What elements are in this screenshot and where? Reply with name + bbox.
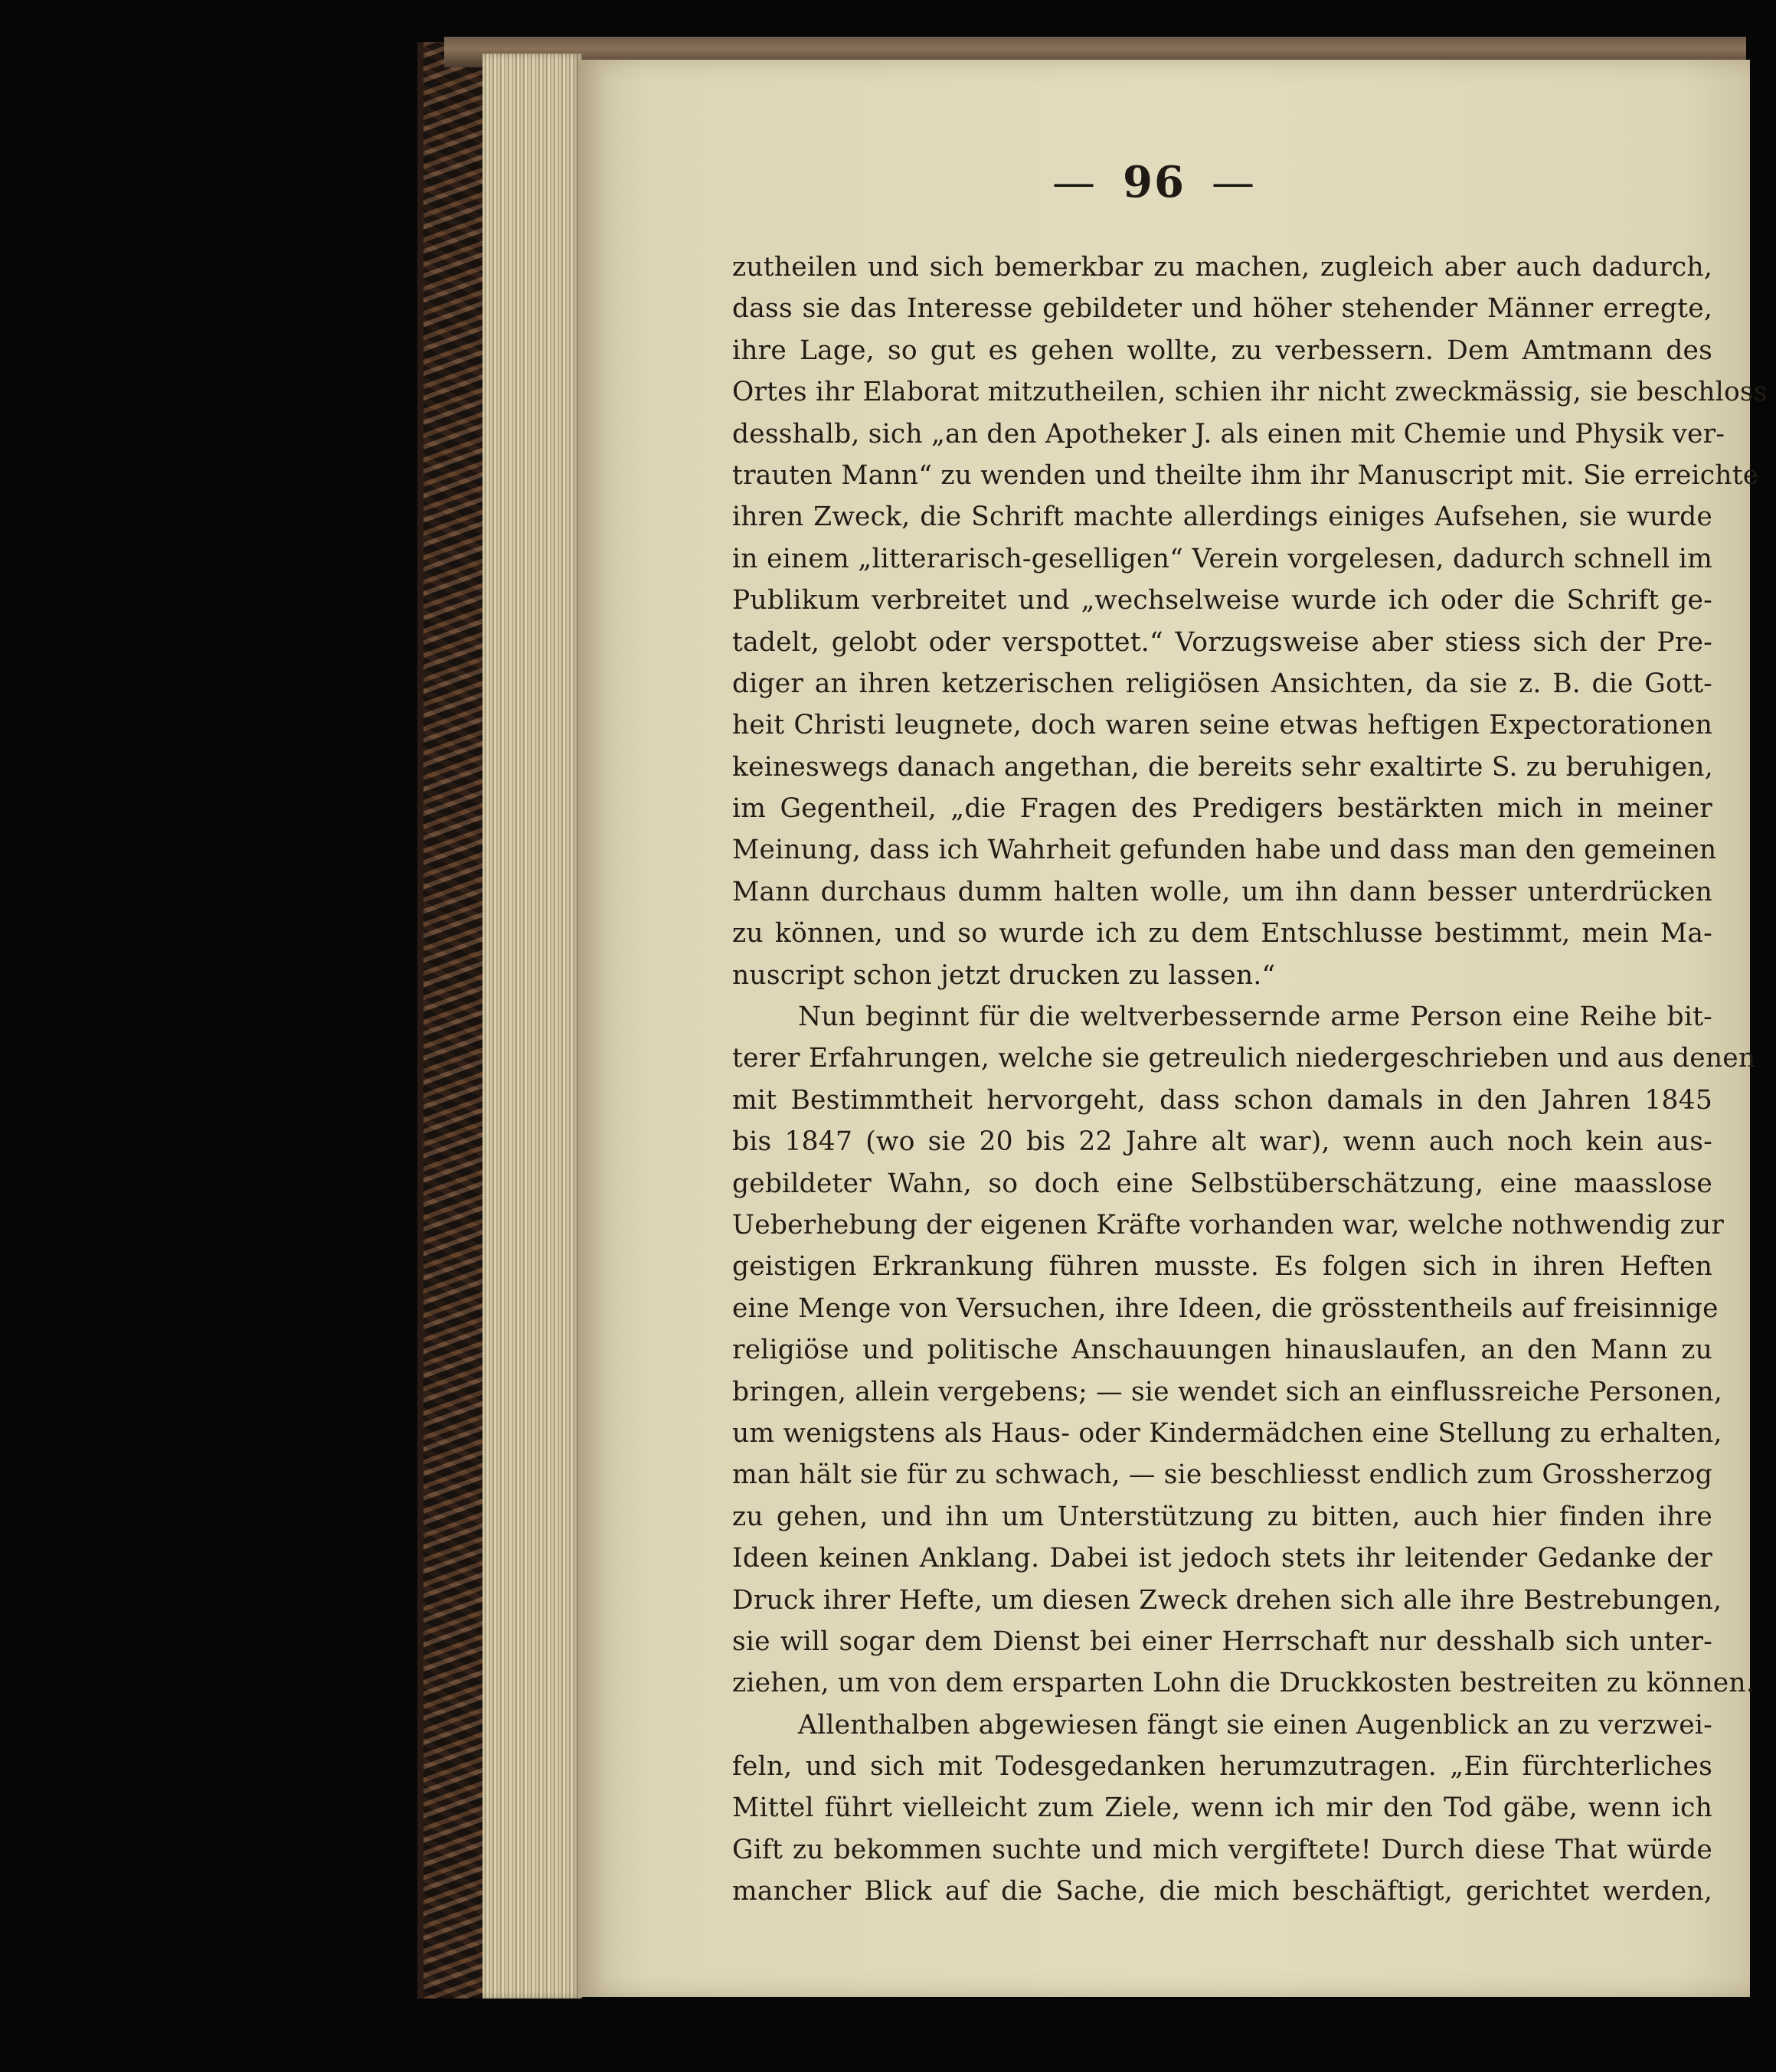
text-line: desshalb, sich „an den Apotheker J. als einen mit Chemie und Physik ver- (732, 418, 1725, 449)
text-line: man hält sie für zu schwach, — sie beschliesst endlich zum Grossherzog (732, 1459, 1712, 1491)
text-line: dass sie das Interesse gebildeter und höher stehender Männer erregte, (732, 293, 1712, 325)
text-line: nuscript schon jetzt drucken zu lassen.“ (732, 959, 1276, 991)
page-number-dash-right: — (1211, 158, 1256, 208)
text-line: keineswegs danach angethan, die bereits sehr exaltirte S. zu beruhigen, (732, 751, 1713, 783)
page-number-header (1026, 157, 1547, 208)
text-line: Ortes ihr Elaborat mitzutheilen, schien ihr nicht zweckmässig, sie beschloss (732, 377, 1768, 408)
text-line: heit Christi leugnete, doch waren seine etwas heftigen Expectorationen (732, 710, 1712, 741)
page-edges (482, 54, 582, 1998)
text-line: Publikum verbreitet und „wechselweise wurde ich oder die Schrift ge- (732, 585, 1712, 616)
text-line: geistigen Erkrankung führen musste. Es folgen sich in ihren Heften (732, 1251, 1712, 1283)
text-line: Allenthalben abgewiesen fängt sie einen Augenblick an zu verzwei- (798, 1709, 1712, 1740)
text-line: ihren Zweck, die Schrift machte allerdings einiges Aufsehen, sie wurde (732, 502, 1712, 533)
text-line: zu gehen, und ihn um Unterstützung zu bitten, auch hier finden ihre (732, 1501, 1712, 1532)
text-line: Mann durchaus dumm halten wolle, um ihn dann besser unterdrücken (732, 876, 1712, 907)
text-line: in einem „litterarisch-geselligen“ Verein vorgelesen, dadurch schnell im (732, 543, 1712, 574)
text-line: terer Erfahrungen, welche sie getreulich niedergeschrieben und aus denen (732, 1043, 1756, 1074)
text-line: ziehen, um von dem ersparten Lohn die Druckkosten bestreiten zu können. (732, 1668, 1755, 1699)
text-line: bringen, allein vergebens; — sie wendet sich an einflussreiche Personen, (732, 1376, 1723, 1407)
text-line: um wenigstens als Haus- oder Kindermädchen eine Stellung zu erhalten, (732, 1417, 1722, 1449)
text-line: mit Bestimmtheit hervorgeht, dass schon damals in den Jahren 1845 (732, 1084, 1712, 1116)
text-line: zutheilen und sich bemerkbar zu machen, zugleich aber auch dadurch, (732, 252, 1712, 283)
text-line: Druck ihrer Hefte, um diesen Zweck drehen sich alle ihre Bestrebungen, (732, 1584, 1722, 1616)
text-line: Ideen keinen Anklang. Dabei ist jedoch stets ihr leitender Gedanke der (732, 1543, 1712, 1574)
page-number: 96 (1123, 157, 1186, 208)
text-line: sie will sogar dem Dienst bei einer Herrschaft nur desshalb sich unter- (732, 1626, 1712, 1657)
text-line: Nun beginnt für die weltverbessernde arme Person eine Reihe bit- (798, 1002, 1712, 1033)
text-line: im Gegentheil, „die Fragen des Predigers bestärkten mich in meiner (732, 793, 1712, 825)
text-line: Meinung, dass ich Wahrheit gefunden habe und dass man den gemeinen (732, 835, 1717, 866)
text-line: zu können, und so wurde ich zu dem Entschlusse bestimmt, mein Ma- (732, 918, 1712, 949)
text-line: diger an ihren ketzerischen religiösen Ansichten, da sie z. B. die Gott- (732, 668, 1712, 699)
text-line: eine Menge von Versuchen, ihre Ideen, die grösstentheils auf freisinnige (732, 1293, 1719, 1324)
text-line: Ueberhebung der eigenen Kräfte vorhanden war, welche nothwendig zur (732, 1209, 1725, 1240)
page-number-dash-left: — (1052, 158, 1097, 208)
body-text (732, 247, 1768, 1913)
text-line: trauten Mann“ zu wenden und theilte ihm ihr Manuscript mit. Sie erreichte (732, 459, 1759, 491)
text-line: Mittel führt vielleicht zum Ziele, wenn ich mir den Tod gäbe, wenn ich (732, 1793, 1712, 1824)
text-line: gebildeter Wahn, so doch eine Selbstüberschätzung, eine maasslose (732, 1168, 1712, 1199)
text-line: ihre Lage, so gut es gehen wollte, zu verbessern. Dem Amtmann des (732, 335, 1712, 366)
text-line: religiöse und politische Anschauungen hinauslaufen, an den Mann zu (732, 1335, 1712, 1366)
text-line: mancher Blick auf die Sache, die mich beschäftigt, gerichtet werden, (732, 1876, 1712, 1907)
text-line: Gift zu bekommen suchte und mich vergiftete! Durch diese That würde (732, 1834, 1712, 1865)
text-line: feln, und sich mit Todesgedanken herumzutragen. „Ein fürchterliches (732, 1751, 1712, 1783)
text-line: bis 1847 (wo sie 20 bis 22 Jahre alt war), wenn auch noch kein aus- (732, 1126, 1712, 1158)
text-line: tadelt, gelobt oder verspottet.“ Vorzugsweise aber stiess sich der Pre- (732, 626, 1712, 658)
